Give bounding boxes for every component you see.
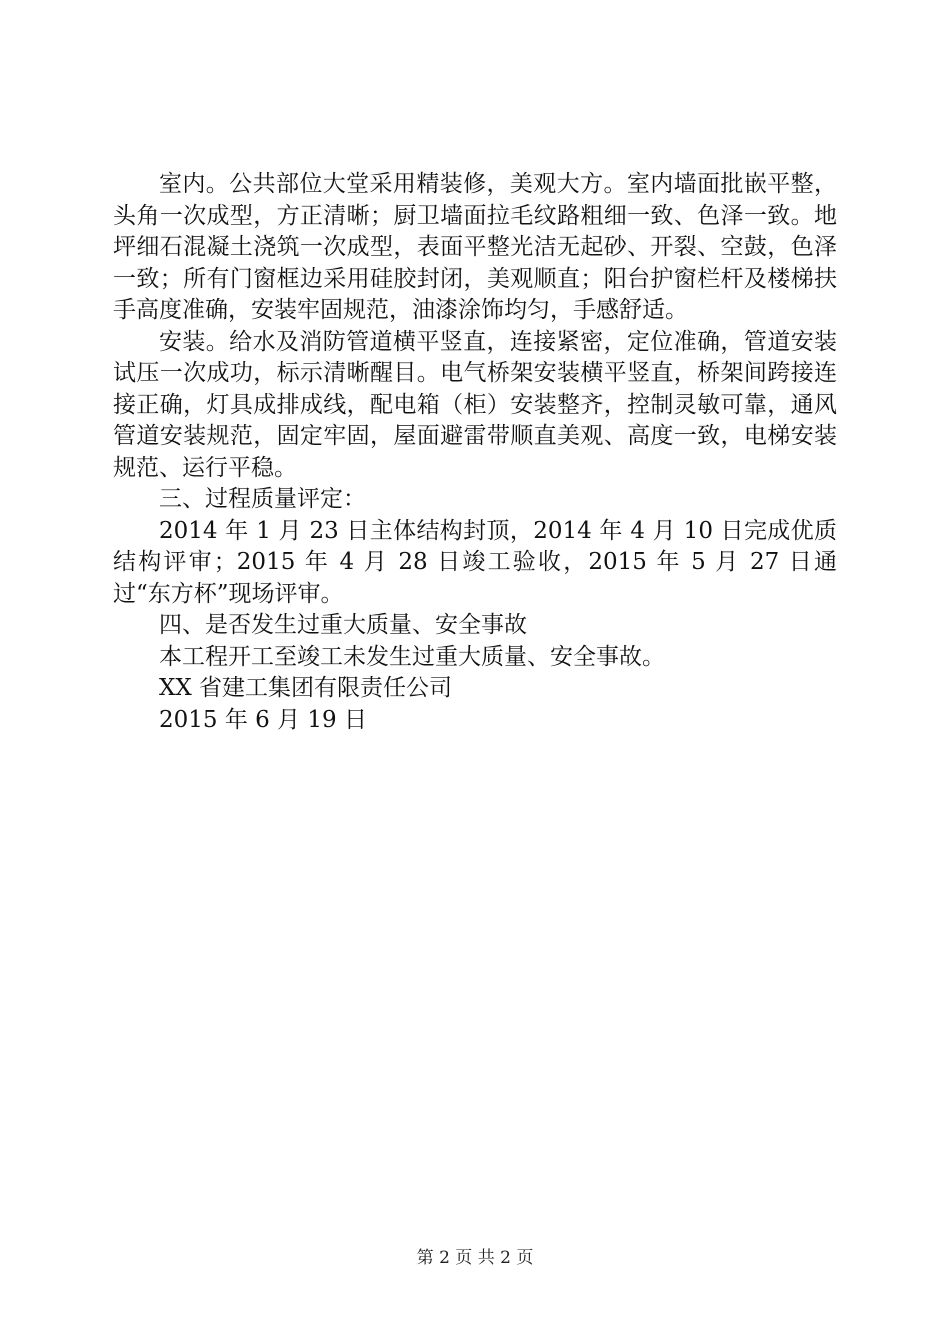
paragraph-interior: 室内。公共部位大堂采用精装修，美观大方。室内墙面批嵌平整，头角一次成型，方正清晰；厨卫墙面拉毛纹路粗细一致、色泽一致。地坪细石混凝土浇筑一次成型，表面平整光洁无起砂、开裂、空鼓，色泽一致；所有门窗框边采用硅胶封闭，美观顺直；阳台护窗栏杆及楼梯扶手高度准确，安装牢固规范，油漆涂饰均匀，手感舒适。 (113, 171, 837, 323)
page-number-footer: 第 2 页 共 2 页 (416, 1248, 534, 1268)
signature-date: 2015 年 6 月 19 日 (159, 706, 367, 733)
signature-company: XX 省建工集团有限责任公司 (159, 675, 453, 701)
paragraph-timeline: 2014 年 1 月 23 日主体结构封顶，2014 年 4 月 10 日完成优质结构评审；2015 年 4 月 28 日竣工验收，2015 年 5 月 27 日通过“东方杯”现场评审。 (113, 517, 837, 607)
section-heading-accidents: 四、是否发生过重大质量、安全事故 (159, 612, 527, 638)
document-body (113, 169, 837, 736)
paragraph-no-accidents: 本工程开工至竣工未发生过重大质量、安全事故。 (159, 643, 665, 670)
paragraph-installation: 安装。给水及消防管道横平竖直，连接紧密，定位准确，管道安装试压一次成功，标示清晰醒目。电气桥架安装横平竖直，桥架间跨接连接正确，灯具成排成线，配电箱（柜）安装整齐，控制灵敏可靠，通风管道安装规范，固定牢固，屋面避雷带顺直美观、高度一致，电梯安装规范、运行平稳。 (113, 328, 837, 481)
section-heading-process-quality: 三、过程质量评定： (159, 486, 366, 512)
